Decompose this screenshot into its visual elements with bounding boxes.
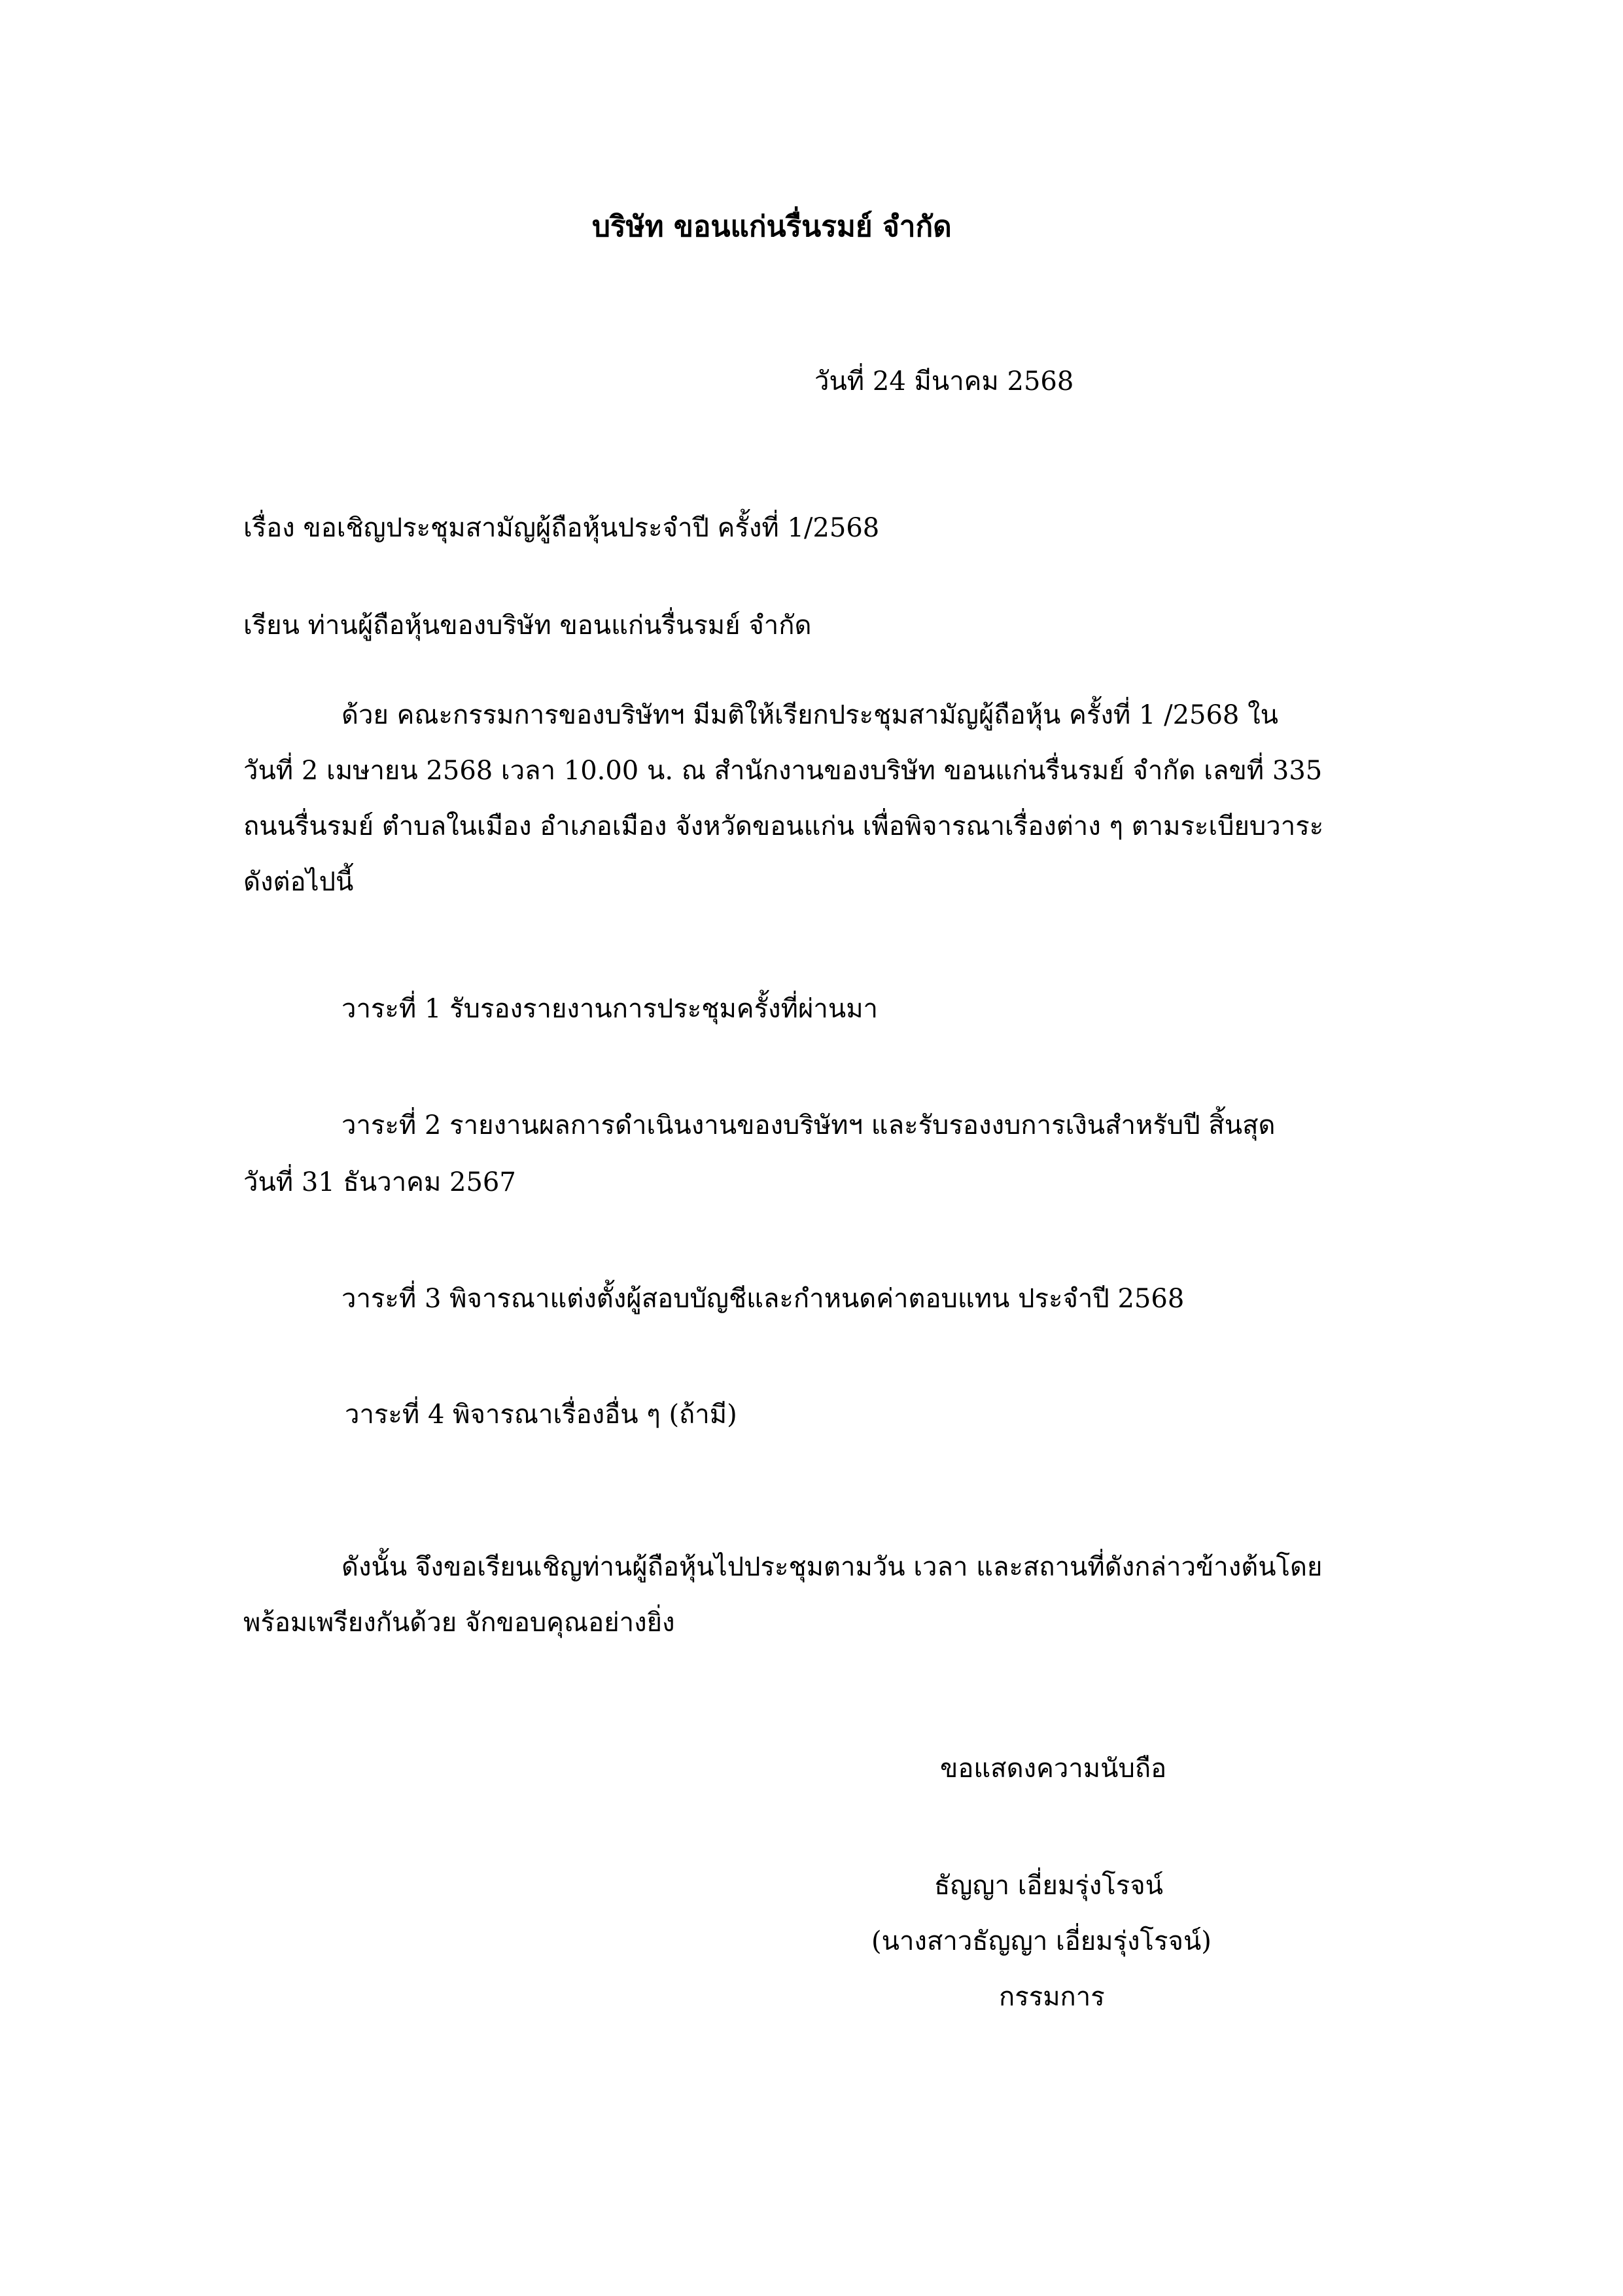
intro-line-2: วันที่ 2 เมษายน 2568 เวลา 10.00 น. ณ สำนักงานของบริษัท ขอนแก่นรื่นรมย์ จำกัด เลขที่ 335 [243,756,1323,786]
agenda-item-3: วาระที่ 3 พิจารณาแต่งตั้งผู้สอบบัญชีและกำหนดค่าตอบแทน ประจำปี 2568 [341,1284,1185,1314]
intro-line-1: ด้วย คณะกรรมการของบริษัทฯ มีมติให้เรียกประชุมสามัญผู้ถือหุ้น ครั้งที่ 1 /2568 ใน [341,700,1278,730]
closing-line-2: พร้อมเพรียงกันด้วย จักขอบคุณอย่างยิ่ง [243,1608,675,1638]
agenda-item-4: วาระที่ 4 พิจารณาเรื่องอื่น ๆ (ถ้ามี) [345,1400,737,1430]
signer-name: ธัญญา เอี่ยมรุ่งโรจน์ [934,1871,1164,1901]
intro-line-3: ถนนรื่นรมย์ ตำบลในเมือง อำเภอเมือง จังหวัดขอนแก่น เพื่อพิจารณาเรื่องต่าง ๆ ตามระเบียบวาระ [243,811,1324,841]
signer-position: กรรมการ [999,1982,1105,2012]
signer-full-name: (นางสาวธัญญา เอี่ยมรุ่งโรจน์) [871,1926,1212,1956]
regards-line: ขอแสดงความนับถือ [940,1754,1167,1784]
intro-line-4: ดังต่อไปนี้ [243,867,354,897]
addressee-line: เรียน ท่านผู้ถือหุ้นของบริษัท ขอนแก่นรื่นรมย์ จำกัด [243,610,812,641]
agenda-item-1: วาระที่ 1 รับรองรายงานการประชุมครั้งที่ผ่านมา [341,994,879,1024]
subject-line: เรื่อง ขอเชิญประชุมสามัญผู้ถือหุ้นประจำปี ครั้งที่ 1/2568 [243,513,880,543]
closing-line-1: ดังนั้น จึงขอเรียนเชิญท่านผู้ถือหุ้นไปประชุมตามวัน เวลา และสถานที่ดังกล่าวข้างต้นโดย [341,1552,1323,1582]
agenda-item-2-line-2: วันที่ 31 ธันวาคม 2567 [243,1167,516,1197]
agenda-item-2-line-1: วาระที่ 2 รายงานผลการดำเนินงานของบริษัทฯ และรับรองงบการเงินสำหรับปี สิ้นสุด [341,1110,1276,1140]
company-title: บริษัท ขอนแก่นรื่นรมย์ จำกัด [592,210,952,243]
letter-date: วันที่ 24 มีนาคม 2568 [814,366,1074,397]
